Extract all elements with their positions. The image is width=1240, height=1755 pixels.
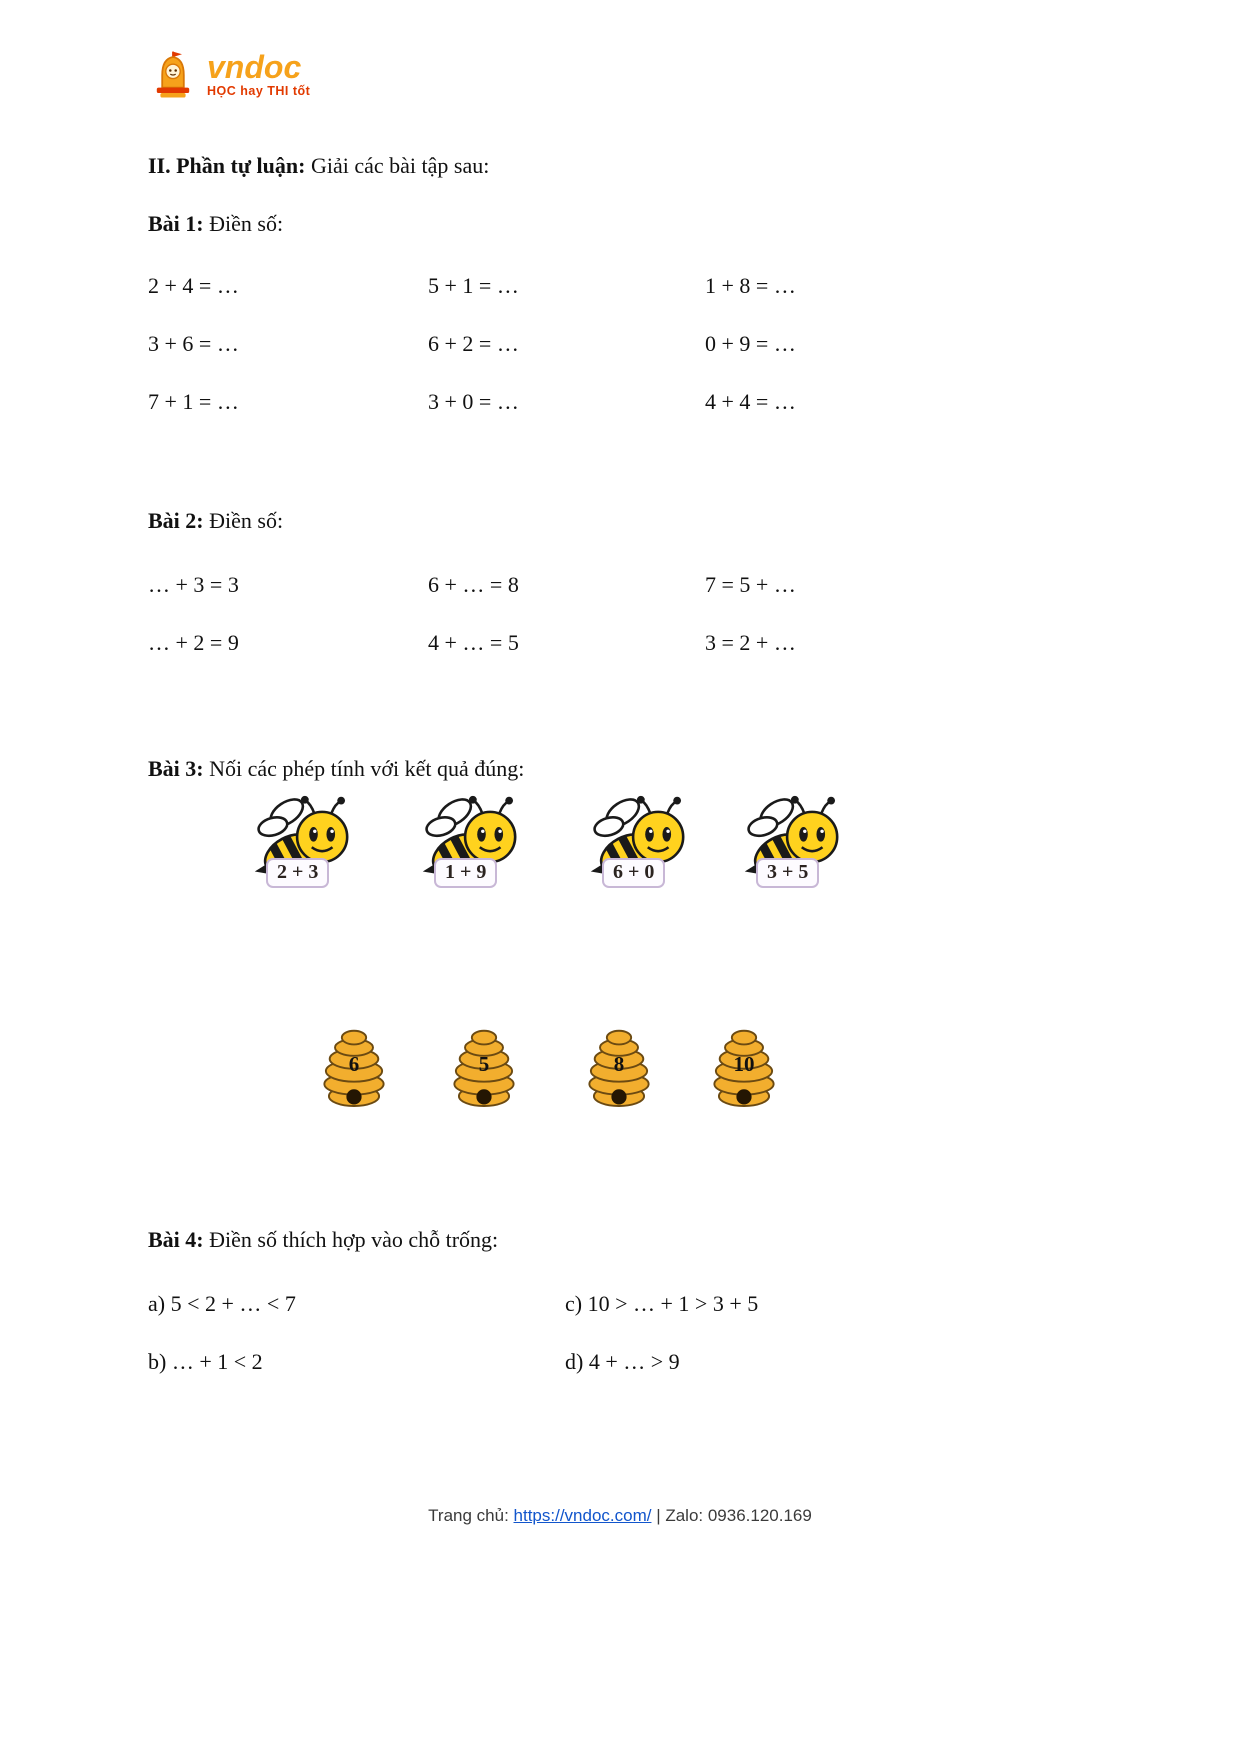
logo-tagline-text: HỌC hay THI tốt	[207, 84, 311, 98]
exercise-3-label: Bài 3:	[148, 756, 204, 781]
math-expression: 3 = 2 + …	[705, 630, 796, 655]
exercise-2	[148, 485, 958, 657]
hive-3	[581, 1026, 657, 1116]
math-expression: 3 + 6 = …	[148, 331, 239, 356]
logo-brand-text: vndoc	[207, 49, 302, 85]
bee-3	[588, 792, 700, 904]
math-expression: 7 + 1 = …	[148, 389, 239, 414]
math-inequality: c) 10 > … + 1 > 3 + 5	[565, 1291, 759, 1316]
hive-4	[706, 1026, 782, 1116]
math-expression: 4 + … = 5	[428, 630, 519, 655]
math-expression: … + 3 = 3	[148, 572, 239, 597]
exercise-3-title	[148, 755, 524, 783]
exercise-1	[148, 188, 958, 416]
bee-1	[252, 792, 364, 904]
logo-text	[207, 49, 311, 98]
exercise-2-instruction: Điền số:	[203, 508, 284, 533]
bee-3-expression: 6 + 0	[602, 858, 665, 888]
bee-2	[420, 792, 532, 904]
page-footer	[0, 1506, 1240, 1526]
section-heading-rest: Giải các bài tập sau:	[305, 153, 490, 178]
exercise-2-label: Bài 2:	[148, 508, 204, 533]
math-expression: 1 + 8 = …	[705, 273, 796, 298]
math-expression: 2 + 4 = …	[148, 273, 239, 298]
math-expression: 6 + … = 8	[428, 572, 519, 597]
bee-4	[742, 792, 854, 904]
bee-4-expression: 3 + 5	[756, 858, 819, 888]
hive-3-number: 8	[613, 1052, 625, 1076]
exercise-1-instruction: Điền số:	[203, 211, 284, 236]
math-inequality: d) 4 + … > 9	[565, 1349, 680, 1374]
footer-prefix: Trang chủ:	[428, 1506, 514, 1525]
section-heading-bold: II. Phần tự luận:	[148, 153, 306, 178]
bee-2-expression: 1 + 9	[434, 858, 497, 888]
math-inequality: a) 5 < 2 + … < 7	[148, 1291, 296, 1316]
math-expression: 3 + 0 = …	[428, 389, 519, 414]
exercise-1-grid	[148, 272, 958, 416]
section-heading	[148, 152, 489, 180]
math-expression: 7 = 5 + …	[705, 572, 796, 597]
hive-2	[446, 1026, 522, 1116]
exercise-4-title	[148, 1226, 958, 1254]
footer-suffix: | Zalo: 0936.120.169	[651, 1506, 812, 1525]
math-inequality: b) … + 1 < 2	[148, 1349, 263, 1374]
hive-4-number: 10	[733, 1052, 755, 1076]
hive-1-number: 6	[348, 1052, 360, 1076]
exercise-3-instruction: Nối các phép tính với kết quả đúng:	[203, 756, 525, 781]
exercise-1-label: Bài 1:	[148, 211, 204, 236]
exercise-4-instruction: Điền số thích hợp vào chỗ trống:	[203, 1227, 499, 1252]
exercise-4-grid	[148, 1290, 958, 1376]
vndoc-mascot-icon	[146, 48, 200, 102]
homepage-link[interactable]: https://vndoc.com/	[513, 1506, 652, 1525]
exercise-4-label: Bài 4:	[148, 1227, 204, 1252]
vndoc-logo	[146, 48, 310, 102]
math-expression: 6 + 2 = …	[428, 331, 519, 356]
exercise-4	[148, 1204, 958, 1376]
hive-1	[316, 1026, 392, 1116]
hive-2-number: 5	[478, 1052, 490, 1076]
math-expression: 4 + 4 = …	[705, 389, 796, 414]
exercise-1-title	[148, 210, 958, 238]
bee-1-expression: 2 + 3	[266, 858, 329, 888]
math-expression: 5 + 1 = …	[428, 273, 519, 298]
exercise-2-grid	[148, 571, 958, 657]
math-expression: 0 + 9 = …	[705, 331, 796, 356]
exercise-2-title	[148, 507, 958, 535]
math-expression: … + 2 = 9	[148, 630, 239, 655]
